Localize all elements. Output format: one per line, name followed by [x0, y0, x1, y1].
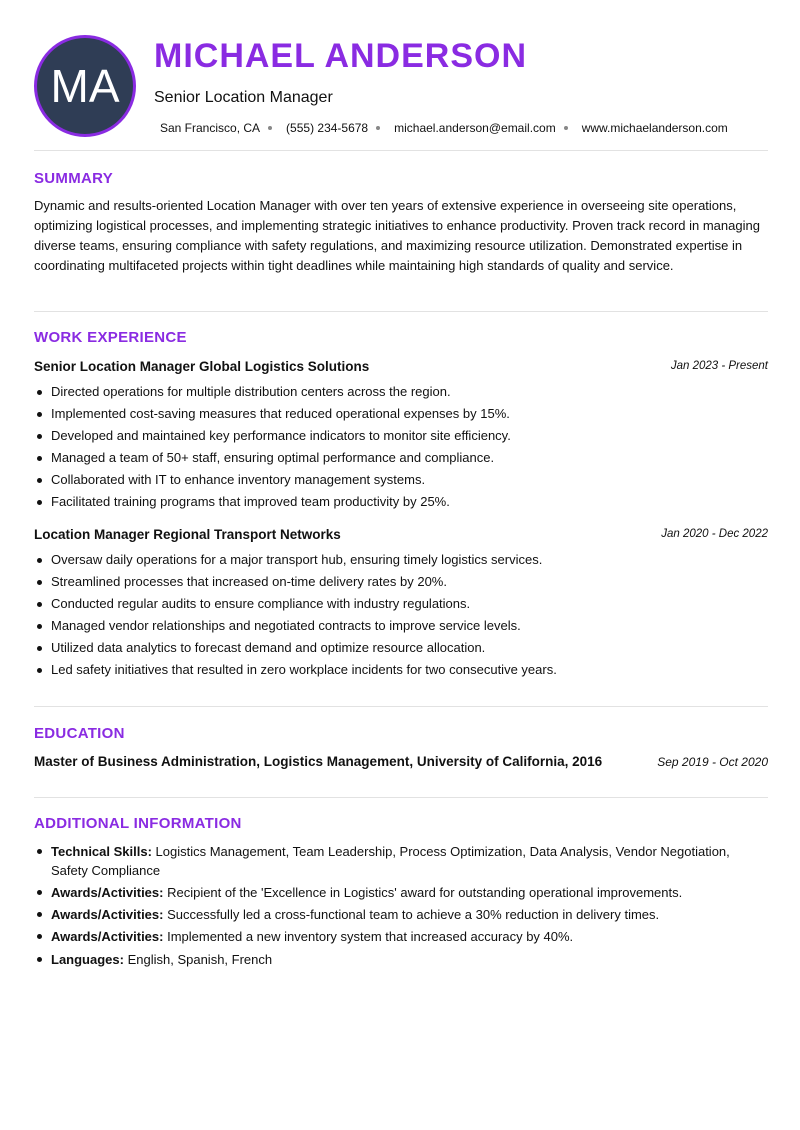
contact-email[interactable]: michael.anderson@email.com	[394, 121, 556, 135]
job-bullets	[34, 381, 768, 513]
contact-phone: (555) 234-5678	[286, 121, 369, 135]
list-item: Directed operations for multiple distribution centers across the region.	[34, 381, 768, 403]
list-item	[34, 842, 768, 880]
item-label: Awards/Activities:	[51, 885, 164, 900]
item-text: Successfully led a cross-functional team to achieve a 30% reduction in delivery times.	[163, 907, 660, 922]
item-label: Languages:	[51, 952, 124, 967]
avatar-initials: MA	[50, 60, 120, 112]
separator-dot-icon	[268, 126, 272, 130]
education-entry	[34, 753, 768, 773]
list-item: Managed a team of 50+ staff, ensuring optimal performance and compliance.	[34, 447, 768, 469]
list-item: Facilitated training programs that improved team productivity by 25%.	[34, 491, 768, 513]
contact-email-item	[394, 121, 582, 135]
list-item: Implemented cost-saving measures that reduced operational expenses by 15%.	[34, 403, 768, 425]
education-degree: Master of Business Administration, Logistics Management, University of California, 2016	[34, 754, 603, 769]
item-label: Technical Skills:	[51, 844, 152, 859]
contact-location-item	[160, 121, 286, 135]
education-heading: EDUCATION	[34, 725, 125, 742]
list-item	[34, 883, 768, 902]
contact-location: San Francisco, CA	[160, 121, 261, 135]
contact-website[interactable]: www.michaelanderson.com	[581, 121, 728, 135]
contact-website-item	[582, 121, 728, 135]
item-text: English, Spanish, French	[123, 952, 273, 967]
item-label: Awards/Activities:	[51, 907, 164, 922]
list-item: Streamlined processes that increased on-time delivery rates by 20%.	[34, 571, 768, 593]
list-item	[34, 927, 768, 946]
list-item	[34, 950, 768, 969]
job-header	[34, 526, 768, 544]
list-item: Managed vendor relationships and negotiated contracts to improve service levels.	[34, 615, 768, 637]
list-item	[34, 905, 768, 924]
contact-bar	[160, 121, 728, 135]
job-date: Jan 2020 - Dec 2022	[661, 528, 768, 540]
divider	[34, 706, 768, 707]
contact-phone-item	[286, 121, 394, 135]
item-text: Recipient of the 'Excellence in Logistics' award for outstanding operational improvements.	[163, 885, 683, 900]
list-item: Led safety initiatives that resulted in zero workplace incidents for two consecutive years.	[34, 659, 768, 681]
avatar	[34, 35, 136, 137]
job-header	[34, 358, 768, 376]
list-item: Developed and maintained key performance indicators to monitor site efficiency.	[34, 425, 768, 447]
divider	[34, 311, 768, 312]
job-bullets	[34, 549, 768, 681]
separator-dot-icon	[376, 126, 380, 130]
list-item: Conducted regular audits to ensure compliance with industry regulations.	[34, 593, 768, 615]
divider	[34, 150, 768, 151]
resume-header	[34, 35, 768, 139]
list-item: Collaborated with IT to enhance inventory management systems.	[34, 469, 768, 491]
item-label: Awards/Activities:	[51, 929, 164, 944]
job-date: Jan 2023 - Present	[670, 360, 768, 372]
job-role: Senior Location Manager Global Logistics Solutions	[34, 359, 370, 374]
separator-dot-icon	[564, 126, 568, 130]
summary-text: Dynamic and results-oriented Location Manager with over ten years of extensive experience in overseeing site operations, optimizing logistical processes, and implementing strategic initiatives to enhance productivity. Proven track record in managing diverse teams, ensuring compliance with safety regulations, and maximizing resource utilization. Demonstrated expertise in coordinating multifaceted projects within tight deadlines while maintaining high standards of quality and service.	[34, 198, 760, 273]
candidate-title: Senior Location Manager	[154, 89, 333, 106]
work-experience-heading: WORK EXPERIENCE	[34, 329, 187, 346]
additional-info-list	[34, 842, 768, 972]
candidate-name: MICHAEL ANDERSON	[154, 37, 528, 75]
job-role: Location Manager Regional Transport Networks	[34, 527, 341, 542]
list-item: Utilized data analytics to forecast demand and optimize resource allocation.	[34, 637, 768, 659]
item-text: Implemented a new inventory system that increased accuracy by 40%.	[163, 929, 574, 944]
item-text: Logistics Management, Team Leadership, Process Optimization, Data Analysis, Vendor Negotiation, Safety Compliance	[51, 844, 730, 878]
additional-info-heading: ADDITIONAL INFORMATION	[34, 815, 242, 832]
divider	[34, 797, 768, 798]
summary-heading: SUMMARY	[34, 170, 114, 187]
list-item: Oversaw daily operations for a major transport hub, ensuring timely logistics services.	[34, 549, 768, 571]
education-date: Sep 2019 - Oct 2020	[657, 755, 768, 769]
